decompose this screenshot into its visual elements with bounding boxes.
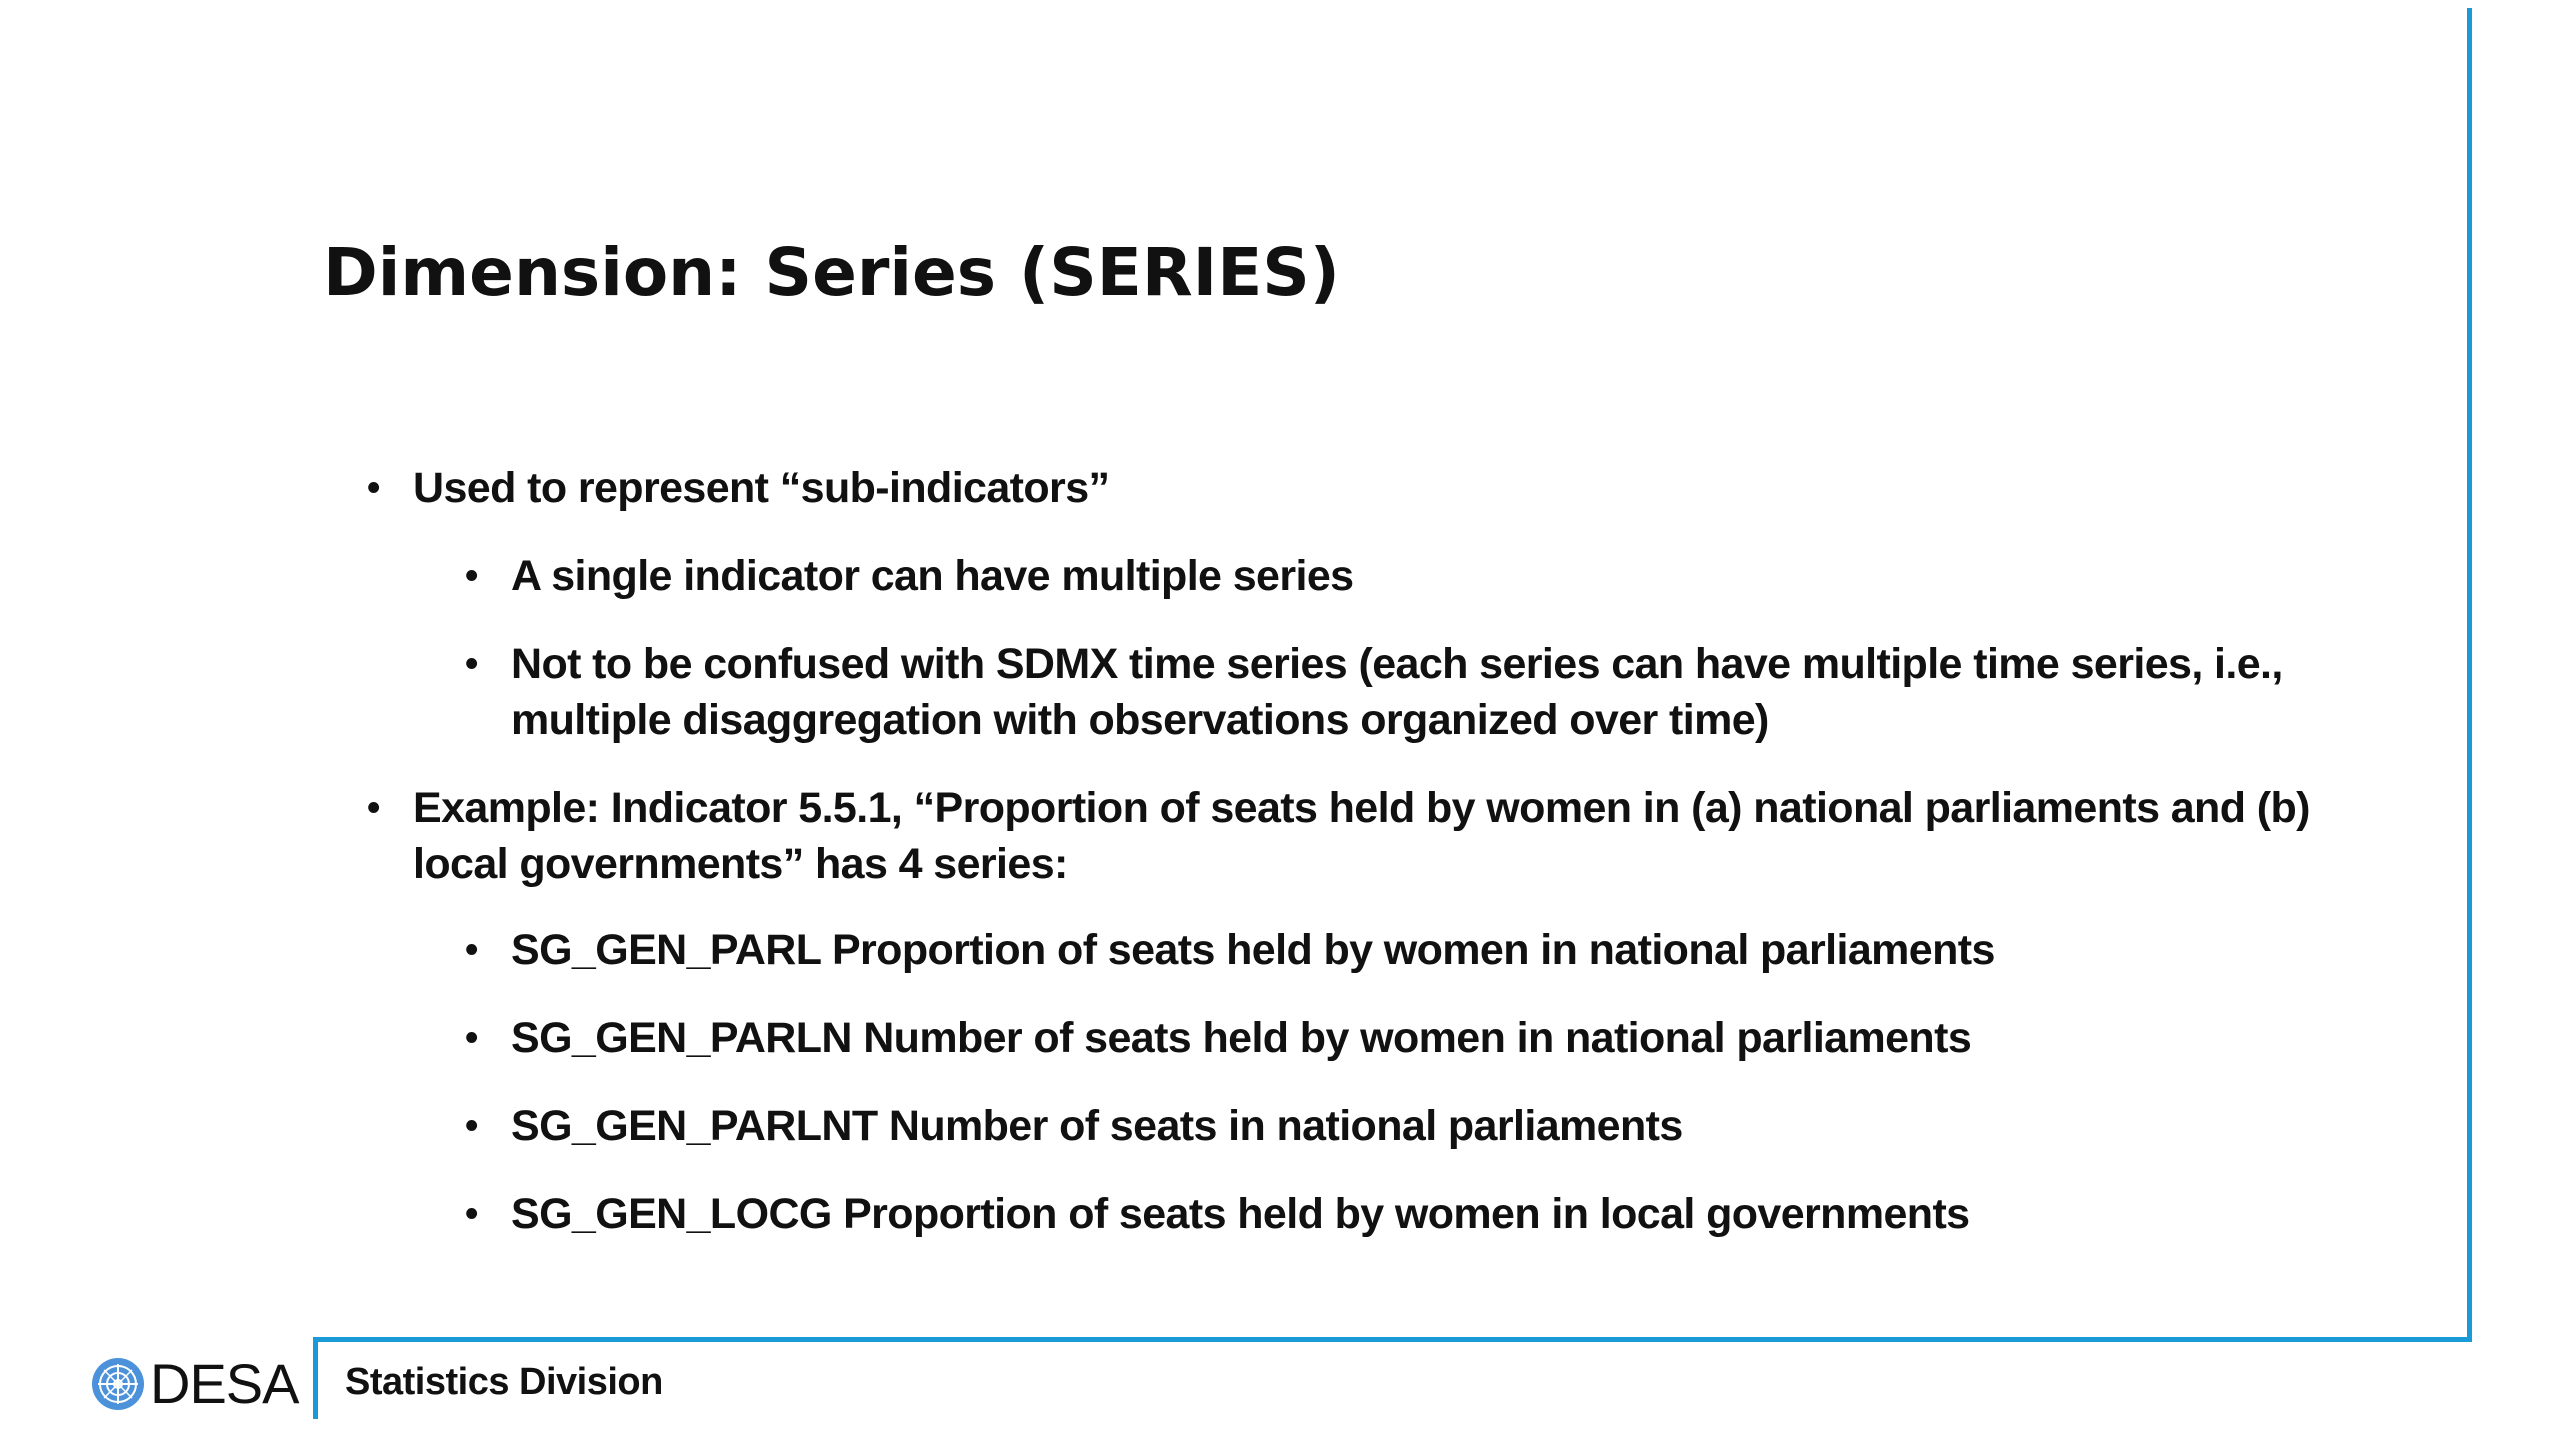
frame-bottom-border bbox=[313, 1337, 2472, 1342]
slide-title: Dimension: Series (SERIES) bbox=[323, 234, 1340, 311]
desa-logo bbox=[90, 1350, 299, 1418]
bullet-item-level-1 bbox=[367, 460, 2343, 516]
bullet-item-level-2 bbox=[465, 1186, 2343, 1242]
bullet-text: SG_GEN_LOCG Proportion of seats held by women in local governments bbox=[511, 1190, 1970, 1238]
frame-right-border bbox=[2467, 8, 2472, 1342]
bullet-icon: • bbox=[465, 1017, 478, 1059]
bullet-item-level-2 bbox=[465, 636, 2343, 748]
bullet-text: Used to represent “sub-indicators” bbox=[413, 464, 1110, 512]
footer-divider bbox=[313, 1337, 318, 1419]
division-label: Statistics Division bbox=[345, 1361, 663, 1403]
bullet-icon: • bbox=[367, 787, 380, 829]
bullet-text: SG_GEN_PARLNT Number of seats in national parliaments bbox=[511, 1102, 1683, 1150]
bullet-item-level-2 bbox=[465, 1010, 2343, 1066]
bullet-text: SG_GEN_PARLN Number of seats held by women in national parliaments bbox=[511, 1014, 1972, 1062]
bullet-icon: • bbox=[465, 1105, 478, 1147]
bullet-item-level-2 bbox=[465, 922, 2343, 978]
bullet-item-level-2 bbox=[465, 1098, 2343, 1154]
un-emblem-icon bbox=[90, 1356, 146, 1412]
bullet-text: SG_GEN_PARL Proportion of seats held by women in national parliaments bbox=[511, 926, 1995, 974]
bullet-item-level-1 bbox=[367, 780, 2343, 892]
bullet-item-level-2 bbox=[465, 548, 2343, 604]
bullet-icon: • bbox=[465, 643, 478, 685]
bullet-icon: • bbox=[367, 467, 380, 509]
desa-wordmark: DESA bbox=[150, 1352, 299, 1415]
bullet-text: Example: Indicator 5.5.1, “Proportion of seats held by women in (a) national parliaments and (b) local governments” has 4 series: bbox=[413, 784, 2310, 888]
bullet-icon: • bbox=[465, 555, 478, 597]
bullet-icon: • bbox=[465, 929, 478, 971]
bullet-text: Not to be confused with SDMX time series (each series can have multiple time series, i.e., multiple disaggregation with observations organized over time) bbox=[511, 640, 2283, 744]
bullet-icon: • bbox=[465, 1193, 478, 1235]
bullet-text: A single indicator can have multiple series bbox=[511, 552, 1354, 600]
